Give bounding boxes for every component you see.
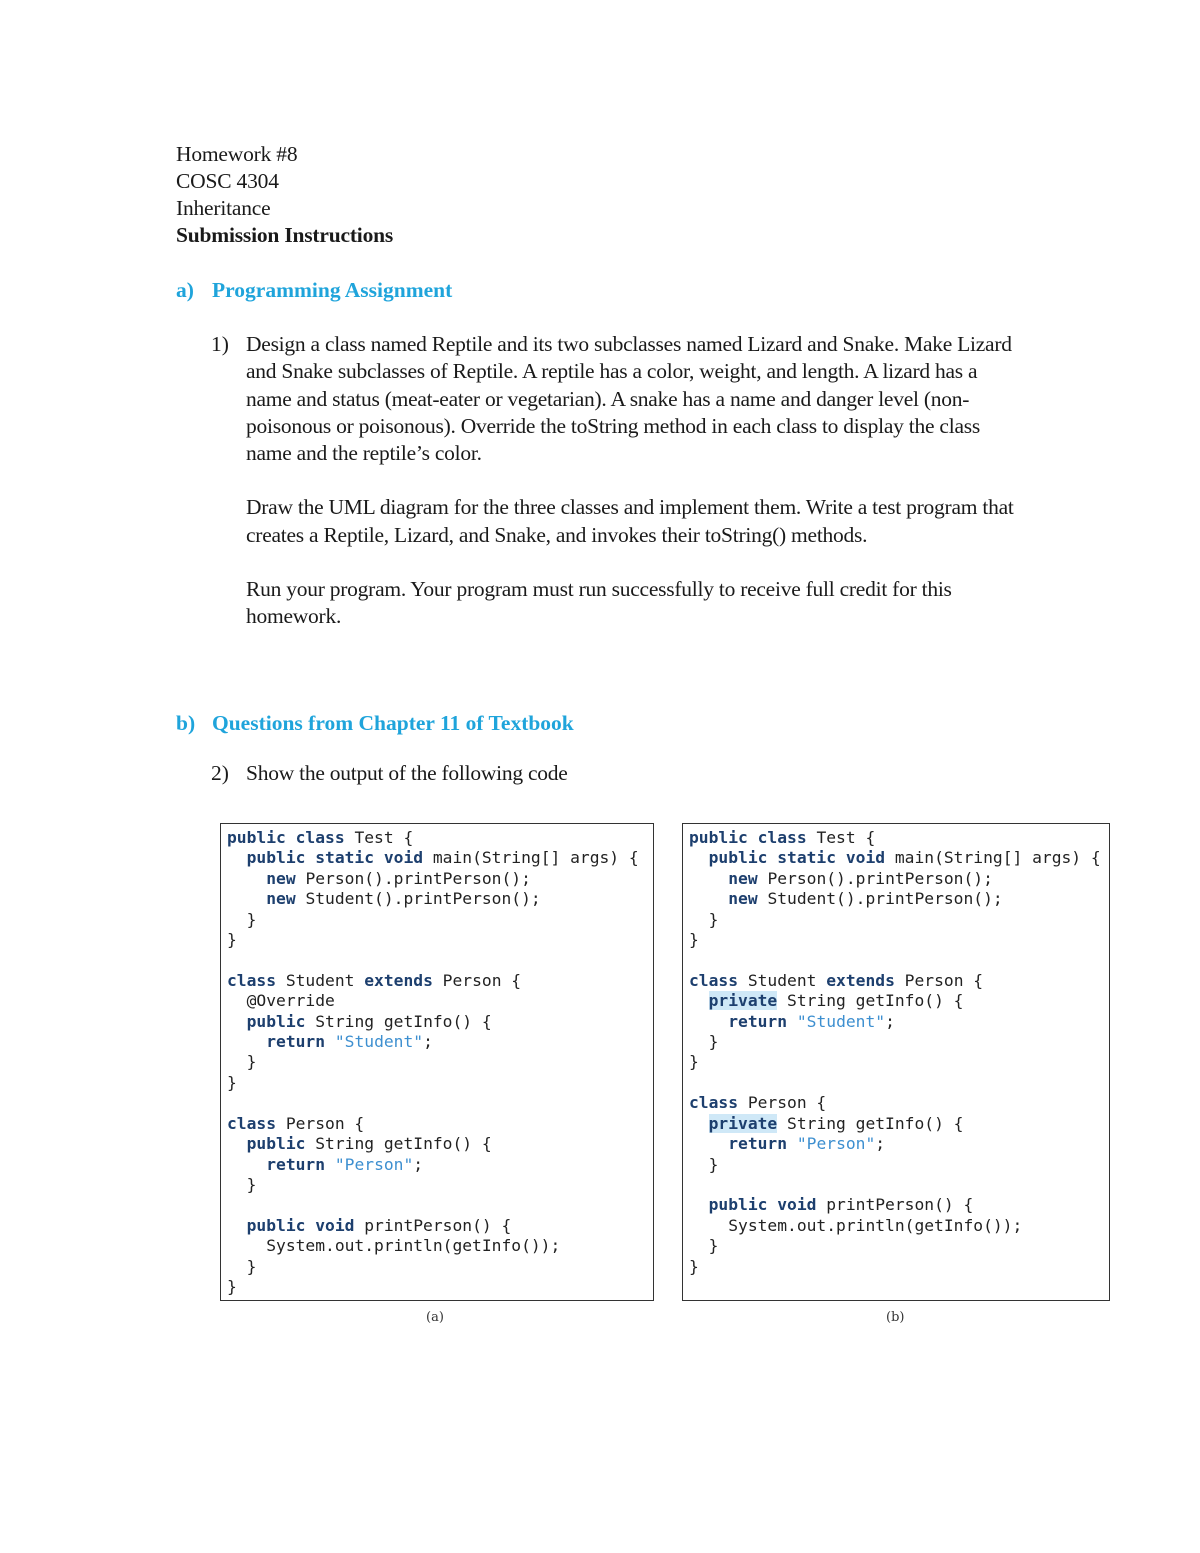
section-a-letter: a)	[176, 278, 194, 302]
question-1-number: 1)	[211, 332, 229, 356]
code-listing-b: public class Test { public static void main(String[] args) { new Person().printPerson(); new Student().printPerson(); } } class Student extends Person { private String getInfo() { return "Student"; } } class Person { private String getInfo() { return "Person"; } public void printPerson() { System.out.println(getInfo()); } }	[689, 828, 1101, 1276]
question-2-text: Show the output of the following code	[246, 761, 568, 785]
topic: Inheritance	[176, 196, 271, 220]
code-figure-b	[682, 823, 1110, 1301]
document-header	[176, 141, 393, 249]
homework-title: Homework #8	[176, 142, 298, 166]
question-1-paragraph-3: Run your program. Your program must run successfully to receive full credit for this homework.	[246, 577, 952, 629]
code-figure-a	[220, 823, 654, 1301]
submission-instructions-heading: Submission Instructions	[176, 223, 394, 247]
course-code: COSC 4304	[176, 169, 279, 193]
code-listing-a: public class Test { public static void main(String[] args) { new Person().printPerson(); new Student().printPerson(); } } class Student extends Person { @Override public String getInfo() { return "Student"; } } class Person { public String getInfo() { return "Person"; } public void printPerson() { System.out.println(getInfo()); } }	[227, 828, 639, 1296]
section-b-title: Questions from Chapter 11 of Textbook	[212, 711, 574, 735]
figure-a-label: (a)	[426, 1310, 444, 1325]
section-b-heading	[176, 710, 574, 737]
section-b-letter: b)	[176, 711, 196, 735]
section-a-title: Programming Assignment	[212, 278, 453, 302]
question-2-number: 2)	[211, 761, 229, 785]
question-1-body	[246, 331, 1026, 631]
section-a-heading	[176, 277, 452, 304]
question-1-paragraph-2: Draw the UML diagram for the three classes and implement them. Write a test program that creates a Reptile, Lizard, and Snake, and invokes their toString() methods.	[246, 495, 1014, 547]
question-1-paragraph-1: Design a class named Reptile and its two subclasses named Lizard and Snake. Make Lizard and Snake subclasses of Reptile. A reptile has a color, weight, and length. A lizard has a name and status (meat-eater or vegetarian). A snake has a name and danger level (non-poisonous or poisonous). Override the toString method in each class to display the class name and the reptile’s color.	[246, 332, 1012, 466]
figure-b-label: (b)	[886, 1310, 905, 1325]
